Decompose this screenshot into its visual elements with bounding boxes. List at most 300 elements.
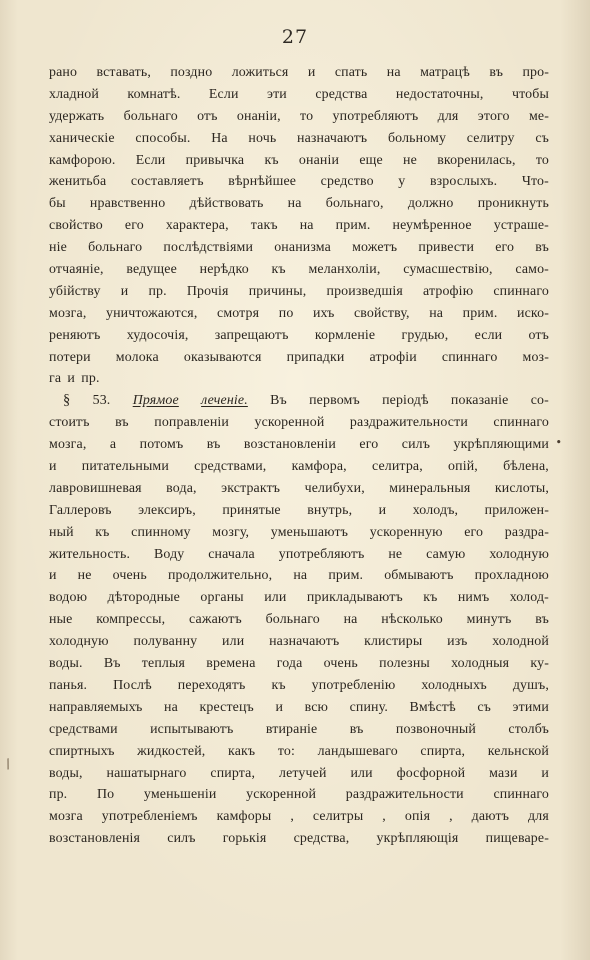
margin-dot-mark: • <box>555 436 562 449</box>
word: то: <box>277 743 295 759</box>
word: кормленіе <box>314 327 376 343</box>
word: сначала <box>208 546 255 562</box>
word: вода, <box>166 480 197 496</box>
word: на <box>429 305 444 321</box>
word: камфоры <box>216 809 272 825</box>
word: жидкостей, <box>137 743 206 759</box>
word: укрѣпляющими <box>453 437 549 453</box>
word: прохладною <box>474 568 549 584</box>
word: леченіе. <box>201 393 248 409</box>
word: спирта, <box>210 765 256 781</box>
word: рано <box>49 65 78 80</box>
word: чтобы <box>511 86 549 102</box>
text-line <box>49 193 549 215</box>
word: грудью, <box>401 327 449 343</box>
word: хладной <box>49 86 99 102</box>
word: питательными <box>81 459 169 475</box>
word: душъ, <box>512 677 549 693</box>
word: на <box>386 65 401 80</box>
word: потери <box>49 349 91 365</box>
word: поздно <box>170 65 213 80</box>
word: ный <box>49 524 74 540</box>
word: летучей <box>279 765 327 781</box>
word: ложиться <box>231 65 289 80</box>
word: или <box>264 590 287 606</box>
word: Въ <box>270 393 287 409</box>
word: По <box>96 787 115 803</box>
word: для <box>437 108 459 124</box>
word: дѣйствовать <box>189 196 264 212</box>
word: укрѣпляющія <box>376 831 459 847</box>
word: экстрактъ <box>221 480 281 496</box>
word: удержать <box>49 108 105 124</box>
word: Воду <box>153 546 185 562</box>
word: больнаго <box>123 108 178 124</box>
word: втираніе <box>265 721 318 737</box>
word: пр. <box>49 787 68 803</box>
text-line <box>49 631 549 653</box>
word: по <box>278 305 294 321</box>
word: ме- <box>528 108 549 124</box>
word: полезны <box>379 656 430 672</box>
word: бѣлена, <box>503 459 549 475</box>
word: ные <box>49 612 73 628</box>
word: га <box>49 371 62 387</box>
text-line <box>49 741 549 763</box>
word: потомъ <box>139 437 184 453</box>
word: свойству, <box>353 305 410 321</box>
word: силъ <box>167 831 196 847</box>
word: запрещаютъ <box>214 327 289 343</box>
word: нимъ <box>457 590 490 606</box>
word: жительность. <box>49 546 131 562</box>
word: должно <box>407 196 454 212</box>
word: нравственно <box>89 196 166 212</box>
word: стоитъ <box>49 415 90 431</box>
word: не <box>77 568 92 584</box>
word: убійству <box>49 283 101 299</box>
word: холодную <box>489 546 549 562</box>
word: клистиры <box>364 634 423 650</box>
word: недостаточны, <box>395 86 484 102</box>
word: устраше- <box>493 218 549 234</box>
word: даютъ <box>471 809 510 825</box>
word: его <box>359 437 379 453</box>
word: и <box>307 65 316 80</box>
word: въ <box>115 415 129 431</box>
word: ускоренную <box>369 524 443 540</box>
word: онанизма <box>274 240 331 256</box>
word: бы <box>49 196 66 212</box>
word: , <box>449 809 453 825</box>
word: первомъ <box>309 393 360 409</box>
word: на <box>299 218 314 234</box>
word: направляемыхъ <box>49 699 143 715</box>
word: составляетъ <box>130 174 204 190</box>
word: атрофіи <box>369 349 417 365</box>
word: § <box>63 392 71 409</box>
body-text <box>49 62 549 850</box>
word: этими <box>512 699 549 715</box>
word: испытываютъ <box>150 721 234 737</box>
text-line <box>49 434 549 456</box>
word: въ <box>349 721 364 737</box>
text-line <box>49 412 549 434</box>
word: холодныхъ <box>421 677 487 693</box>
word: больнаго, <box>325 196 384 212</box>
word: горькія <box>222 831 267 847</box>
word: возстановленіи <box>243 437 336 453</box>
word: меланхоліи, <box>308 262 381 278</box>
word: раздражительности <box>345 787 464 803</box>
word: съ <box>477 699 491 715</box>
word: характера, <box>165 218 229 234</box>
word: минеральныя <box>389 480 471 496</box>
word: оказываются <box>183 349 262 365</box>
text-line <box>49 697 549 719</box>
text-line <box>49 215 549 237</box>
word: приложен- <box>484 502 549 518</box>
word: взрослыхъ. <box>429 174 498 190</box>
word: опія <box>404 809 431 825</box>
word: челибухи, <box>304 480 365 496</box>
word: моз- <box>522 349 549 365</box>
word: употребляютъ <box>278 546 365 562</box>
word: назначаютъ <box>297 130 368 146</box>
word: фосфорной <box>396 765 466 781</box>
word: спать <box>334 65 368 80</box>
word: спиртныхъ <box>49 743 115 759</box>
word: панья. <box>49 677 88 693</box>
word: и <box>541 765 549 781</box>
word: всю <box>304 699 329 715</box>
word: произведшія <box>326 283 403 299</box>
word: и <box>49 459 57 475</box>
word: самую <box>426 546 466 562</box>
word: воды, <box>49 765 83 781</box>
word: привести <box>418 240 475 256</box>
word: , <box>382 809 386 825</box>
word: отъ <box>528 327 549 343</box>
word: мази <box>489 765 518 781</box>
word: спиннаго <box>493 787 549 803</box>
word: мозга, <box>49 437 87 453</box>
text-line <box>49 325 549 347</box>
word: средствами <box>49 721 118 737</box>
word: компрессы, <box>96 612 166 628</box>
word: про- <box>522 65 549 80</box>
word: эти <box>266 86 287 102</box>
word: спиннаго <box>493 415 549 431</box>
word: такъ <box>250 218 278 234</box>
text-line <box>49 62 549 84</box>
word: ускоренной <box>246 787 317 803</box>
word: на <box>287 196 302 212</box>
word: періодѣ <box>382 393 429 409</box>
word: Если <box>208 86 239 102</box>
word: камфорою. <box>49 152 116 168</box>
word: изъ <box>447 634 468 650</box>
word: не <box>388 546 403 562</box>
word: онаніи <box>298 152 340 168</box>
text-line <box>49 106 549 128</box>
word: года <box>276 656 303 672</box>
word: элексиръ, <box>138 502 196 518</box>
word: припадки <box>286 349 345 365</box>
word: въ <box>535 240 549 256</box>
word: нерѣдко <box>199 262 249 278</box>
word: времена <box>206 656 256 672</box>
word: ханическіе <box>49 130 115 146</box>
word: ночь <box>248 130 277 146</box>
word: средство <box>320 174 374 190</box>
word: проникнуть <box>477 196 549 212</box>
word: можетъ <box>352 240 398 256</box>
text-line <box>49 171 549 193</box>
word: ніе <box>49 240 67 256</box>
margin-pencil-mark: / <box>3 756 13 773</box>
word: холодъ, <box>412 502 459 518</box>
word: возстановленія <box>49 831 141 847</box>
word: и <box>67 371 76 387</box>
word: кельнской <box>487 743 549 759</box>
word: показаніе <box>450 393 509 409</box>
word: смотря <box>217 305 260 321</box>
text-line <box>49 544 549 566</box>
word: то <box>535 152 549 168</box>
word: спиннаго <box>441 349 498 365</box>
word: въ <box>535 612 549 628</box>
word: вставать, <box>96 65 151 80</box>
word: пр. <box>148 283 167 299</box>
text-line <box>49 609 549 631</box>
text-line <box>49 150 549 172</box>
word: къ <box>264 152 279 168</box>
text-line <box>49 368 549 390</box>
word: Въ <box>103 656 121 672</box>
word: реняютъ <box>49 327 101 343</box>
word: и <box>275 699 284 715</box>
text-line <box>49 828 549 850</box>
word: селитра, <box>371 459 423 475</box>
word: на <box>343 612 358 628</box>
word: На <box>211 130 228 146</box>
word: холодной <box>492 634 549 650</box>
text-line <box>49 128 549 150</box>
word: средствами, <box>194 459 267 475</box>
word: послѣдствіями <box>163 240 254 256</box>
word: Вмѣстѣ <box>409 699 456 715</box>
word: больнаго <box>265 612 320 628</box>
word: 53. <box>92 393 111 409</box>
word: селитру <box>466 130 515 146</box>
word: спинному <box>131 524 191 540</box>
word: атрофію <box>423 283 474 299</box>
word: иско- <box>517 305 549 321</box>
word: принятые <box>222 502 281 518</box>
word: водою <box>49 590 88 606</box>
text-line <box>49 806 549 828</box>
word: поправленіи <box>154 415 230 431</box>
word: кислоты, <box>494 480 549 496</box>
text-line <box>49 784 549 806</box>
word: у <box>398 174 406 190</box>
word: назначаютъ <box>269 634 340 650</box>
word: воды. <box>49 656 83 672</box>
word: само- <box>515 262 549 278</box>
word: очень <box>323 656 358 672</box>
text-line <box>49 719 549 741</box>
word: уменьшаютъ <box>270 524 349 540</box>
word: къ <box>423 590 438 606</box>
word: прим. <box>328 568 364 584</box>
word: холодную <box>49 634 109 650</box>
word: способы. <box>135 130 191 146</box>
word: прикладываютъ <box>306 590 403 606</box>
word: то <box>300 108 314 124</box>
word: къ <box>271 262 286 278</box>
word: обмываютъ <box>384 568 454 584</box>
word: со- <box>530 393 549 409</box>
word: еще <box>359 152 383 168</box>
word: холод- <box>509 590 549 606</box>
text-line <box>49 478 549 500</box>
word: Что- <box>521 174 549 190</box>
word: минутъ <box>466 612 512 628</box>
word: мозга <box>49 809 83 825</box>
word: къ <box>95 524 110 540</box>
word: комнатѣ. <box>127 86 181 102</box>
word: если <box>474 327 503 343</box>
text-line <box>49 653 549 675</box>
word: вѣрнѣйшее <box>228 174 297 190</box>
word: Если <box>135 152 166 168</box>
word: отъ <box>197 108 218 124</box>
word: средства, <box>293 831 350 847</box>
word: внутрь, <box>307 502 353 518</box>
word: отчаяніе, <box>49 262 104 278</box>
word: спину. <box>349 699 388 715</box>
word: Галлеровъ <box>49 502 112 518</box>
word: Послѣ <box>113 677 152 693</box>
word: силъ <box>401 437 431 453</box>
word: прим. <box>462 305 498 321</box>
word: или <box>222 634 245 650</box>
text-line <box>49 675 549 697</box>
word: привычка <box>185 152 245 168</box>
word: вкоренилась, <box>437 152 516 168</box>
text-line <box>49 347 549 369</box>
word: для <box>528 809 549 825</box>
word: и <box>120 283 129 299</box>
word: его <box>495 240 515 256</box>
word: уменьшеніи <box>143 787 217 803</box>
word: крестецъ <box>199 699 254 715</box>
text-line <box>49 565 549 587</box>
text-line <box>49 763 549 785</box>
word: ландышеваго <box>317 743 398 759</box>
word: теплыя <box>141 656 186 672</box>
word: продолжительно, <box>167 568 273 584</box>
word: Прочія <box>186 283 229 299</box>
page-number: 27 <box>281 26 309 48</box>
word: камфора, <box>291 459 347 475</box>
word: органы <box>200 590 244 606</box>
word: спирта, <box>420 743 466 759</box>
word: женитьба <box>49 174 107 190</box>
word: сажаютъ <box>189 612 242 628</box>
word: раздражительности <box>349 415 468 431</box>
text-line <box>49 237 549 259</box>
word: онаніи, <box>236 108 281 124</box>
word: не <box>403 152 417 168</box>
word: раздра- <box>504 524 549 540</box>
word: неумѣренное <box>392 218 472 234</box>
word: или <box>350 765 373 781</box>
word: употребленію <box>311 677 396 693</box>
word: употребленіемъ <box>101 809 198 825</box>
word: позвоночный <box>395 721 476 737</box>
text-line <box>49 522 549 544</box>
word: холодныя <box>451 656 510 672</box>
word: его <box>124 218 144 234</box>
word: худосочія, <box>126 327 189 343</box>
word: матрацѣ <box>420 65 470 80</box>
text-line <box>49 587 549 609</box>
text-line <box>49 259 549 281</box>
text-line <box>49 303 549 325</box>
word: переходятъ <box>177 677 246 693</box>
word: пр. <box>81 371 100 387</box>
word: полуванну <box>133 634 198 650</box>
word: лавровишневая <box>49 480 142 496</box>
word: ихъ <box>312 305 335 321</box>
word: какъ <box>228 743 256 759</box>
text-line <box>49 281 549 303</box>
word: а <box>109 437 117 453</box>
word: въ <box>489 65 504 80</box>
word: ку- <box>530 656 549 672</box>
word: нѣсколько <box>381 612 443 628</box>
word: съ <box>535 130 549 146</box>
word: , <box>290 809 294 825</box>
word: средства <box>315 86 368 102</box>
word: пищеваре- <box>485 831 549 847</box>
word: ведущее <box>126 262 177 278</box>
text-line <box>49 500 549 522</box>
word: сумасшествію, <box>403 262 493 278</box>
word: больному <box>387 130 447 146</box>
word: столбъ <box>508 721 549 737</box>
word: нашатырнаго <box>106 765 187 781</box>
word: свойство <box>49 218 103 234</box>
word: дѣтородные <box>107 590 180 606</box>
word: употребляютъ <box>332 108 419 124</box>
word: опій, <box>448 459 478 475</box>
word: спиннаго <box>493 283 549 299</box>
word: къ <box>271 677 286 693</box>
word: причины, <box>248 283 307 299</box>
word: больнаго <box>88 240 143 256</box>
word: прим. <box>335 218 371 234</box>
word: уничтожаются, <box>106 305 198 321</box>
text-line <box>49 390 549 412</box>
word: мозга, <box>49 305 87 321</box>
word: на <box>293 568 308 584</box>
word: очень <box>112 568 147 584</box>
word: и <box>378 502 387 518</box>
word: мозгу, <box>212 524 250 540</box>
